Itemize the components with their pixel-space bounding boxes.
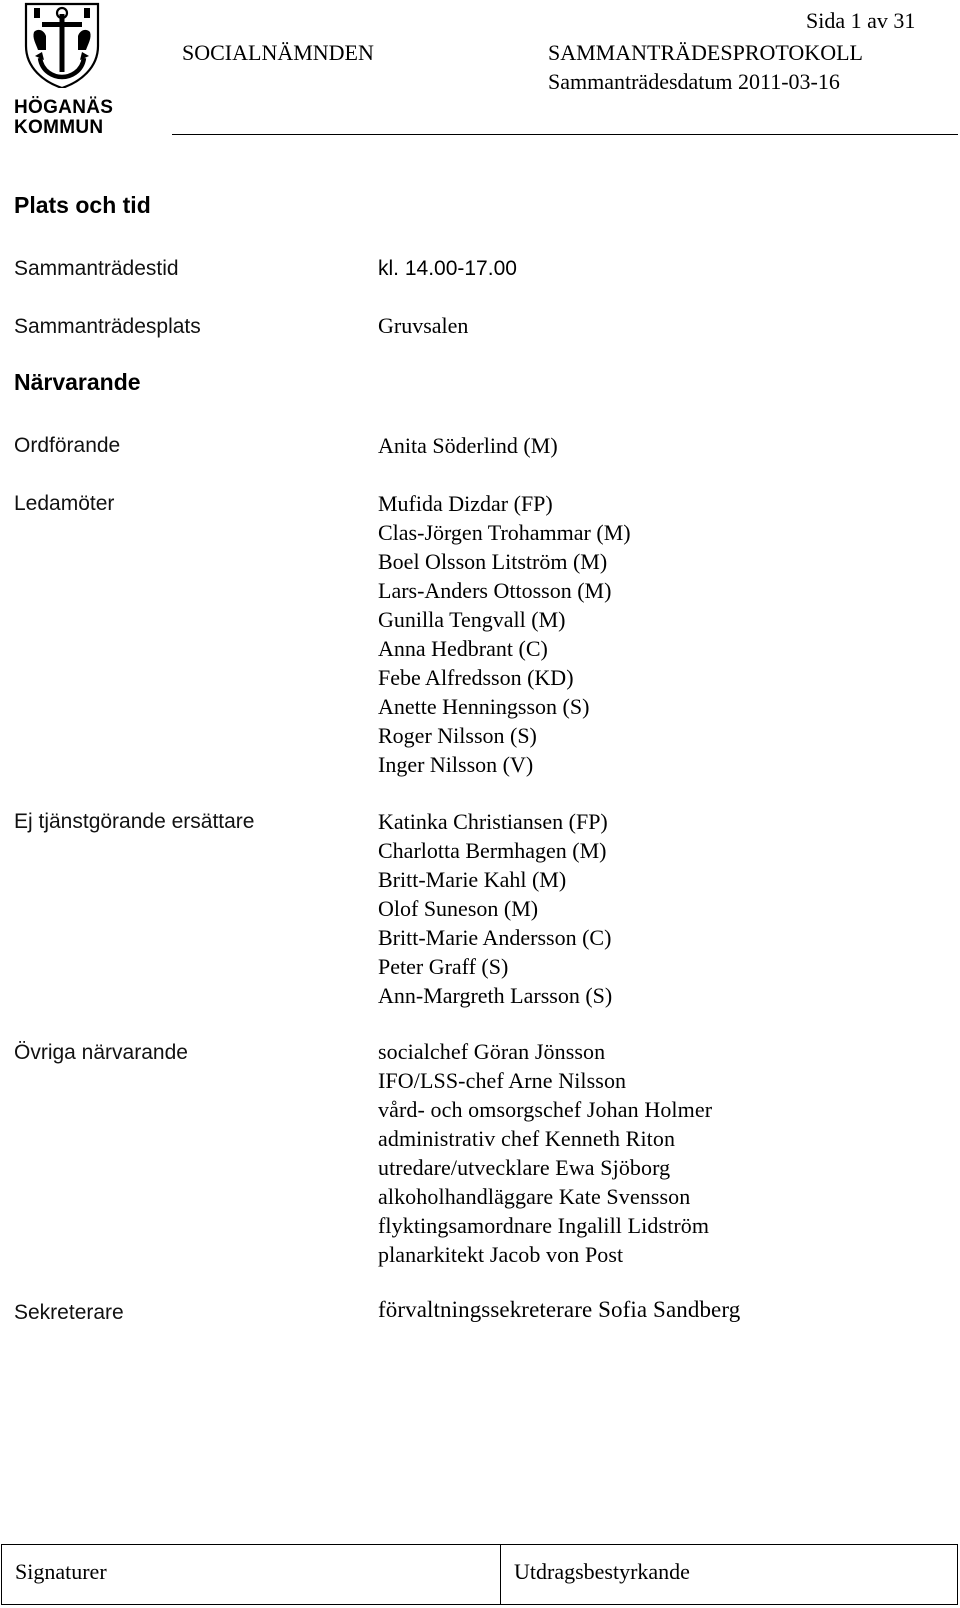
secretary-label: Sekreterare [14, 1301, 124, 1324]
list-item: administrativ chef Kenneth Riton [378, 1126, 676, 1151]
extract-cell [500, 1545, 957, 1604]
board-name: SOCIALNÄMNDEN [182, 40, 374, 65]
list-item: Charlotta Bermhagen (M) [378, 838, 607, 863]
list-item: flyktingsamordnare Ingalill Lidström [378, 1213, 710, 1238]
list-item: Roger Nilsson (S) [378, 723, 537, 748]
list-item: socialchef Göran Jönsson [378, 1039, 606, 1064]
signatures-cell [2, 1545, 500, 1604]
signature-table [1, 1544, 958, 1605]
list-item: planarkitekt Jacob von Post [378, 1242, 624, 1267]
list-item: IFO/LSS-chef Arne Nilsson [378, 1068, 627, 1093]
others-list [378, 1037, 712, 1269]
list-item: Peter Graff (S) [378, 954, 509, 979]
substitutes-label: Ej tjänstgörande ersättare [14, 810, 255, 833]
protocol-title: SAMMANTRÄDESPROTOKOLL [548, 40, 863, 65]
list-item: Katinka Christiansen (FP) [378, 809, 608, 834]
list-item: vård- och omsorgschef Johan Holmer [378, 1097, 713, 1122]
section-title-place-time: Plats och tid [14, 192, 151, 218]
list-item: Inger Nilsson (V) [378, 752, 534, 777]
list-item: Britt-Marie Andersson (C) [378, 925, 612, 950]
page-indicator: Sida 1 av 31 [806, 8, 916, 33]
logo-line-1: HÖGANÄS [14, 97, 114, 118]
hoganas-kommun-logo [14, 0, 116, 140]
meeting-time-value: kl. 14.00-17.00 [378, 257, 517, 280]
meeting-date: Sammanträdesdatum 2011-03-16 [548, 69, 840, 94]
section-title-present: Närvarande [14, 369, 141, 395]
chair-name: Anita Söderlind (M) [378, 433, 558, 458]
signatures-label: Signaturer [15, 1559, 107, 1584]
list-item: Anna Hedbrant (C) [378, 636, 548, 661]
list-item: Britt-Marie Kahl (M) [378, 867, 567, 892]
list-item: Clas-Jörgen Trohammar (M) [378, 520, 631, 545]
substitutes-list [378, 807, 612, 1010]
chair-label: Ordförande [14, 434, 121, 457]
list-item: Mufida Dizdar (FP) [378, 491, 553, 516]
meeting-place-label: Sammanträdesplats [14, 315, 201, 338]
list-item: Ann-Margreth Larsson (S) [378, 983, 613, 1008]
members-list [378, 489, 631, 779]
meeting-time-label: Sammanträdestid [14, 257, 179, 280]
list-item: Olof Suneson (M) [378, 896, 539, 921]
list-item: Boel Olsson Litström (M) [378, 549, 608, 574]
header-divider [172, 134, 958, 135]
others-label: Övriga närvarande [14, 1041, 188, 1064]
list-item: Anette Henningsson (S) [378, 694, 590, 719]
coat-of-arms-icon [20, 0, 104, 88]
logo-line-2: KOMMUN [14, 117, 104, 138]
extract-label: Utdragsbestyrkande [514, 1559, 690, 1584]
list-item: Febe Alfredsson (KD) [378, 665, 574, 690]
list-item: alkoholhandläggare Kate Svensson [378, 1184, 691, 1209]
members-label: Ledamöter [14, 492, 115, 515]
list-item: Gunilla Tengvall (M) [378, 607, 566, 632]
secretary-name: förvaltningssekreterare Sofia Sandberg [378, 1297, 741, 1322]
list-item: utredare/utvecklare Ewa Sjöborg [378, 1155, 671, 1180]
meeting-place-value: Gruvsalen [378, 313, 469, 338]
list-item: Lars-Anders Ottosson (M) [378, 578, 612, 603]
